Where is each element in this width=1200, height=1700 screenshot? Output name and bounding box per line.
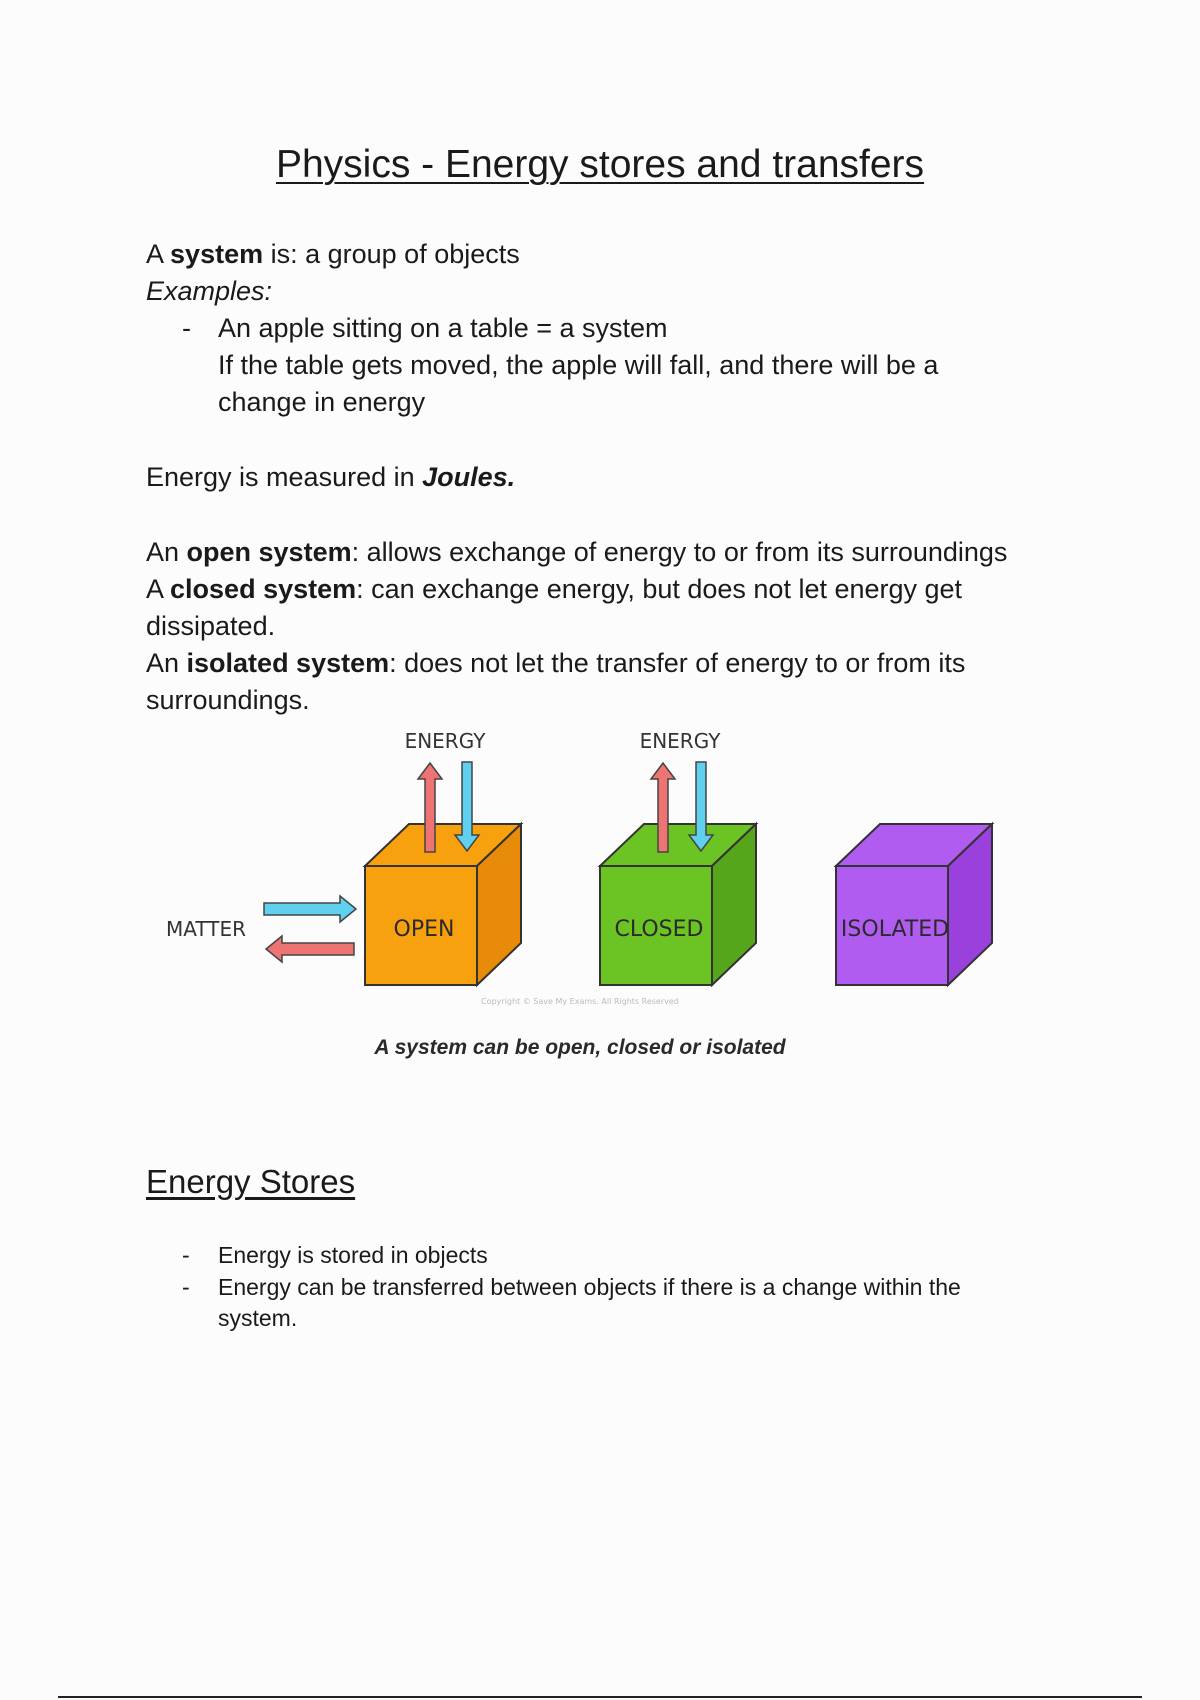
page-title: Physics - Energy stores and transfers	[275, 143, 925, 186]
list-item-continuation: system.	[218, 1305, 298, 1331]
bottom-divider	[58, 1696, 1142, 1698]
bullet-dash: -	[182, 1274, 190, 1300]
energy-label-open: ENERGY	[404, 729, 486, 753]
energy-label-closed: ENERGY	[639, 729, 721, 753]
text-run: A	[146, 239, 171, 269]
closed-system-continuation: dissipated.	[146, 611, 276, 641]
bold-term: closed system	[170, 574, 357, 604]
matter-out-arrow	[266, 936, 354, 962]
bold-term: Joules.	[422, 462, 516, 492]
example-line: If the table gets moved, the apple will fall, and there will be a	[218, 350, 939, 380]
text-run: is: a group of objects	[263, 239, 520, 269]
closed-cube	[600, 824, 756, 985]
open-label: OPEN	[393, 917, 455, 942]
text-run: An	[146, 537, 187, 567]
example-line: change in energy	[218, 387, 426, 417]
list-item: Energy can be transferred between objects if there is a change within the	[218, 1274, 961, 1300]
isolated-cube	[836, 824, 992, 985]
energy-in-arrow-open	[455, 762, 479, 851]
examples-label: Examples:	[146, 276, 273, 306]
closed-label: CLOSED	[614, 917, 704, 942]
text-run: An	[146, 648, 187, 678]
bold-term: system	[170, 239, 264, 269]
text-run: : allows exchange of energy to or from its surroundings	[351, 537, 1008, 567]
copyright-text: Copyright © Save My Exams. All Rights Reserved	[481, 997, 679, 1006]
energy-stores-heading: Energy Stores	[146, 1163, 356, 1200]
text-run: Energy is measured in	[146, 462, 423, 492]
matter-label: MATTER	[166, 917, 246, 941]
text-run: A	[146, 574, 171, 604]
bullet-dash: -	[182, 313, 191, 343]
energy-in-arrow-closed	[689, 762, 713, 851]
example-line: An apple sitting on a table = a system	[218, 313, 668, 343]
text-run: : can exchange energy, but does not let energy get	[356, 574, 963, 604]
isolated-label: ISOLATED	[840, 917, 950, 942]
isolated-system-continuation: surroundings.	[146, 685, 310, 715]
list-item: Energy is stored in objects	[218, 1242, 488, 1268]
open-cube	[365, 824, 521, 985]
matter-in-arrow	[264, 896, 356, 922]
bullet-dash: -	[182, 1242, 190, 1268]
text-run: : does not let the transfer of energy to or from its	[389, 648, 966, 678]
bold-term: isolated system	[186, 648, 390, 678]
diagram-caption: A system can be open, closed or isolated	[374, 1036, 786, 1059]
bold-term: open system	[186, 537, 352, 567]
